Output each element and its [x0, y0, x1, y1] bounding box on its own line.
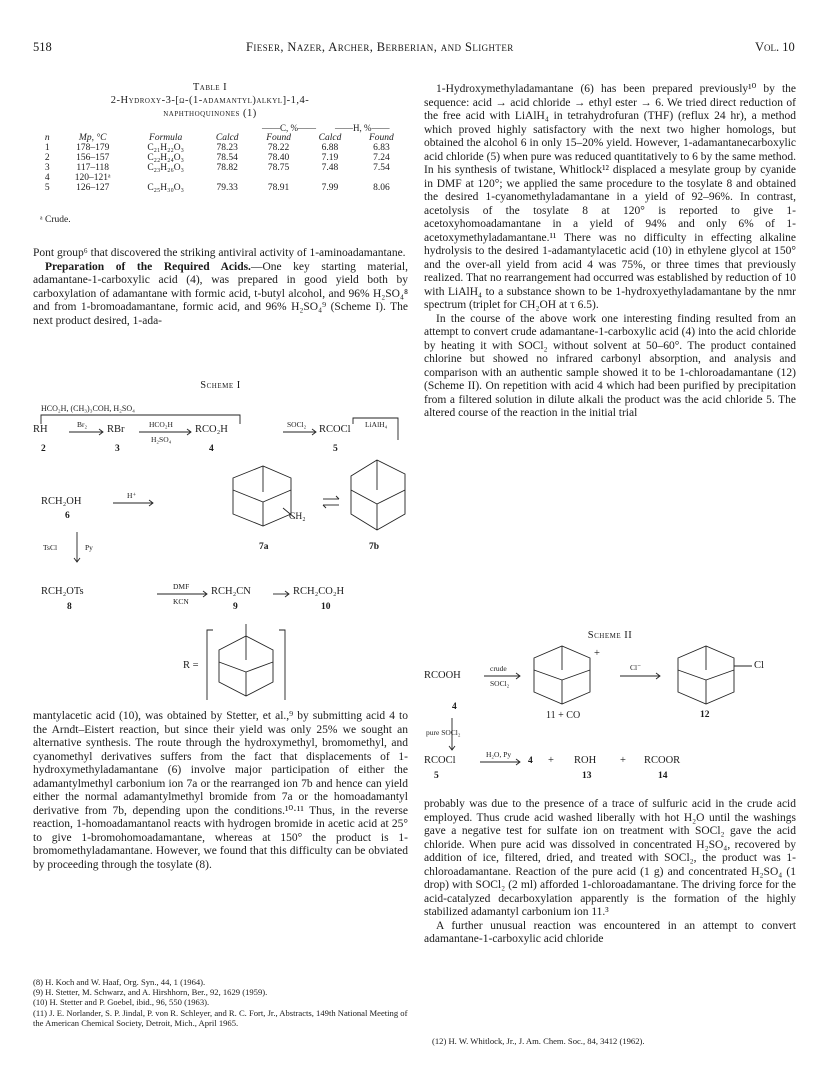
compound-13: 13 — [582, 771, 592, 781]
homoadamantane-7b-structure — [351, 460, 405, 530]
scheme-rch2cn: RCH₂CN — [211, 586, 251, 597]
adamantane-7a-structure — [233, 466, 295, 526]
scheme-rh: RH — [33, 424, 48, 435]
table-cell: 5 — [44, 183, 50, 193]
table-cell: 78.54 — [216, 153, 238, 163]
table-group-c: ——C, %—— — [262, 123, 316, 133]
scheme-hplus: H⁺ — [127, 491, 137, 500]
paragraph: 1-Hydroxymethyladamantane (6) has been prepared previously¹⁰ by the sequence: acid → acid chloride → ethyl ester → 6. We tried direct reduction of the free acid with LiAlH₄ in tetrahydrofuran (THF) (reflux 24 hr), a method which proved highly satisfactory with the next two higher homologs, but obtained the alcohol 6 in only 15–20% yield. However, 1-adamantanecarboxylic acid chloride (5) when pure was reduced quantitatively to 6 by the same method. In his synthesis of twistane, Whitlock¹² displaced a mesylate group by cyanide in DMF at 120°; we applied the same procedure to the tosylate 8 and obtained the desired 1-cyanomethyladamantane in a yield of 92–96%. In contrast, acetolysis of the tosylate 8 at 120° is reported to give 1-acetoxyhomoadamantane in a yield of 94% and only 6% of 1-acetoxymethyladamantane.¹¹ There was no difficulty in effecting alkaline hydrolysis to the desired 1-adamantylacetic acid (10) in ethylene glycol at 150° and the over-all yield from acid 4 was 75%, or three times that previously realized. That no rearrangement had occurred was established by reduction of 10 with LiAlH₄ to a substance shown to be 1-hydroxyethyladamantane by the nmr spectrum (triplet for CH₂OH at τ 6.5). — [424, 83, 796, 311]
footnote-8: (8) H. Koch and W. Haaf, Org. Syn., 44, 1 (1964). — [33, 977, 206, 987]
left-column-top — [33, 247, 408, 328]
table-cell: 6.83 — [373, 143, 390, 153]
scheme-rcocl: RCOCl — [319, 424, 351, 435]
table-cell: C₂₃H₂₆O₃ — [147, 163, 184, 173]
scheme2-socl2: SOCl₂ — [490, 679, 510, 688]
table-title: Table I — [192, 82, 228, 93]
table-header-cell: n — [44, 133, 50, 143]
compound-3: 3 — [115, 444, 120, 454]
scheme-title: Scheme II — [587, 630, 633, 641]
table-row — [38, 163, 408, 173]
table-cell — [202, 173, 252, 183]
scheme2-crude: crude — [490, 664, 507, 673]
table-cell: 78.22 — [267, 143, 290, 153]
table-cell — [129, 173, 203, 183]
table-cell: 4 — [44, 173, 50, 183]
table-cell: 7.19 — [321, 153, 339, 163]
compound-4: 4 — [452, 702, 457, 712]
section-heading: Preparation of the Required Acids. — [45, 260, 251, 273]
table-header-cell: Calcd — [318, 133, 342, 143]
table-header-cell: Calcd — [215, 133, 239, 143]
scheme2-cl-minus: Cl⁻ — [630, 663, 642, 672]
scheme-lialh4: LiAlH₄ — [365, 420, 388, 429]
compound-5: 5 — [333, 444, 338, 454]
compound-11-co: 11 + CO — [546, 710, 581, 721]
table-cell: C₂₅H₃₀O₃ — [147, 183, 184, 193]
table-cell: 78.82 — [216, 163, 238, 173]
scheme2-rcocl: RCOCl — [424, 755, 456, 766]
scheme2-roh: ROH — [574, 755, 597, 766]
compound-7b: 7b — [369, 542, 380, 552]
table-cell: 8.06 — [373, 183, 390, 193]
top-reagent: HCO₂H, (CH₃)₃COH, H₂SO₄ — [41, 404, 135, 413]
compound-9: 9 — [233, 602, 238, 612]
paragraph: A further unusual reaction was encountered in an attempt to convert adamantane-1-carboxylic acid chloride — [424, 919, 796, 945]
table-header-cell: Formula — [149, 133, 183, 143]
page-number: 518 — [33, 40, 52, 54]
compound-6: 6 — [65, 511, 70, 521]
scheme-dmf: DMF — [173, 582, 190, 591]
scheme-rch2ots: RCH₂OTs — [41, 586, 84, 597]
right-column-top — [424, 83, 796, 421]
table-cell: 7.99 — [321, 183, 339, 193]
adamantyl-cation-structure — [534, 646, 590, 704]
scheme-hco2h: HCO₂H — [149, 420, 173, 429]
table-cell: 78.75 — [267, 163, 290, 173]
table-row — [38, 153, 408, 163]
compound-2: 2 — [41, 444, 46, 454]
compound-7a: 7a — [259, 542, 269, 552]
table-cell: 120–121ᵃ — [74, 173, 111, 183]
table-cell: 126–127 — [76, 183, 110, 193]
scheme2-cl: Cl — [754, 660, 764, 671]
scheme-2 — [424, 630, 796, 800]
scheme2-pure-socl2: pure SOCl₂ — [426, 728, 461, 737]
scheme-socl2: SOCl₂ — [287, 420, 307, 429]
scheme-tscl: TsCl — [43, 543, 58, 552]
footnote-12: (12) H. W. Whitlock, Jr., J. Am. Chem. Soc., 84, 3412 (1962). — [432, 1036, 645, 1046]
compound-14: 14 — [658, 771, 668, 781]
table-cell: 79.33 — [216, 183, 238, 193]
left-column-bottom — [33, 710, 408, 872]
adamantane-r-structure — [219, 624, 273, 696]
table-subtitle-1: 2-Hydroxy-3-[ω-(1-adamantyl)alkyl]-1,4- — [110, 95, 310, 106]
table-cell: 6.88 — [321, 143, 339, 153]
table-header-row — [38, 133, 408, 143]
scheme-br2: Br₂ — [77, 420, 88, 429]
scheme-ch2: CH₂ — [289, 512, 306, 522]
paragraph-preparation — [33, 261, 408, 329]
paragraph: In the course of the above work one interesting finding resulted from an attempt to convert crude adamantane-1-carboxylic acid (4) into the acid chloride by heating it with SOCl₂ without solvent at 50–60°. The product contained chlorine but showed no infrared carbonyl absorption, and analysis and comparison with an authentic sample showed it to be 1-chloroadamantane (12) (Scheme II). On repetition with acid 4 which had been purified by precipitation from a filtered solution in dilute alkali the product was the acid chloride 5. The altered course of the reaction in the initial trial — [424, 312, 796, 419]
table-row — [38, 143, 408, 153]
right-column-bottom — [424, 798, 796, 947]
scheme-kcn: KCN — [173, 597, 189, 606]
table-header-cell: Found — [368, 133, 394, 143]
footnote-9: (9) H. Stetter, M. Schwarz, and A. Hirshhorn, Ber., 92, 1629 (1959). — [33, 987, 268, 998]
table-cell: 78.40 — [267, 153, 290, 163]
table-cell: 156–157 — [76, 153, 110, 163]
compound-10: 10 — [321, 602, 331, 612]
table-cell: 78.23 — [216, 143, 238, 153]
scheme-title: Scheme I — [200, 380, 241, 391]
compound-5: 5 — [434, 771, 439, 781]
compound-12: 12 — [700, 710, 710, 720]
table-cell: 7.48 — [321, 163, 339, 173]
scheme-py: Py — [85, 543, 93, 552]
table-footnote: ᵃ Crude. — [40, 215, 71, 225]
table-cell — [305, 173, 355, 183]
table-row — [38, 183, 408, 193]
table-cell: 7.54 — [373, 163, 390, 173]
scheme2-rcoor: RCOOR — [644, 755, 681, 766]
scheme-rch2oh: RCH₂OH — [41, 496, 82, 507]
table-group-h: ——H, %—— — [335, 123, 390, 133]
scheme-2-lines — [424, 630, 796, 800]
table-cell: C₂₁H₂₂O₃ — [147, 143, 184, 153]
scheme-r-equals: R = — [183, 660, 199, 671]
table-header-cell: Found — [266, 133, 291, 143]
scheme2-plus2: + — [548, 755, 554, 766]
table-row — [38, 173, 408, 183]
data-table — [38, 133, 408, 193]
table-cell: 78.91 — [267, 183, 290, 193]
footnotes-left — [33, 977, 408, 1028]
table-cell — [252, 173, 305, 183]
scheme-rbr: RBr — [107, 424, 125, 435]
scheme2-plus3: + — [620, 755, 626, 766]
paragraph: probably was due to the presence of a trace of sulfuric acid in the crude acid employed. Thus crude acid washed liberally with hot H₂O until the washings gave a negative test for sulfate ion on treatment with SOCl₂ gave the acid chloride. When pure acid was dissolved in concentrated H₂SO₄, recovered by addition of ice, filtered, dried, and treated with SOCl₂, the product was 1-chloroadamantane. Reaction of the pure acid (1 g) and concentrated H₂SO₄ (1 drop) with SOCl₂ (2 ml) afforded 1-chloroadamantane. The driving force for the acid-catalyzed decarboxylation apparently is the formation of the highly stabilized adamantyl carbonium ion 11.³ — [424, 798, 796, 918]
table-cell: 178–179 — [76, 143, 110, 153]
running-authors: Fieser, Nazer, Archer, Berberian, and Slighter — [246, 40, 514, 54]
table-header-cell: Mp, °C — [78, 133, 107, 143]
table-cell: 117–118 — [76, 163, 109, 173]
table-cell — [355, 173, 408, 183]
scheme-rch2co2h: RCH₂CO₂H — [293, 586, 345, 597]
scheme-1 — [33, 380, 408, 700]
scheme2-h2o-py: H₂O, Py — [486, 750, 512, 759]
table-cell: 2 — [44, 153, 50, 163]
table-cell: 1 — [44, 143, 50, 153]
table-cell: C₂₂H₂₄O₃ — [147, 153, 184, 163]
footnote-11: (11) J. E. Norlander, S. P. Jindal, P. von R. Schleyer, and R. C. Fort, Jr., Abstracts, 149th National Meeting of the American Chemical Society, Detroit, Mich., April 1965. — [33, 1007, 408, 1028]
footnote-10: (10) H. Stetter and P. Goebel, ibid., 96, 550 (1963). — [33, 997, 210, 1008]
scheme2-rcooh: RCOOH — [424, 670, 461, 681]
table-subtitle-2: naphthoquinones (1) — [163, 108, 257, 119]
scheme2-plus-charge: + — [594, 648, 600, 659]
scheme-h2so4: H₂SO₄ — [151, 435, 172, 444]
compound-8: 8 — [67, 602, 72, 612]
volume-label: Vol. 10 — [755, 40, 795, 54]
table-cell: 7.24 — [373, 153, 390, 163]
scheme-rco2h: RCO₂H — [195, 424, 228, 435]
table-cell: 3 — [44, 163, 50, 173]
paragraph-text: —One key starting material, adamantane-1-carboxylic acid (4), was prepared in good yield both by carboxylation of adamantane with formic acid, t-butyl alcohol, and 96% H₂SO₄⁸ and from 1-bromoadamantane, formic acid, and 96% H₂SO₄⁹ (Scheme I). The next product desired, 1-ada- — [33, 260, 408, 327]
paragraph: mantylacetic acid (10), was obtained by Stetter, et al.,⁹ by submitting acid 4 to the Arndt–Eistert reaction, but since their yield was only 25% we sought an alternative synthesis. The route through the hydroxymethyl, bromomethyl, and cyanomethyl derivatives suffers from the fact that displacements of 1-hydroxymethyladamantane (6) involve major participation of either the adamantylmethyl carbonium ion 7a or the rearranged ion 7b and hence can yield either the normal adamantylmethyl bromide from 7a or the homoadamantyl derivative from 7b, depending upon the conditions.¹⁰·¹¹ Thus, in the reverse reaction, 1-homoadamantanol reacts with hydrogen bromide in acetic acid at 25° to give 1-bromohomoadamantane, whereas at 150° the product is 1-bromomethyladamantane. However, we found that this difficulty can be obviated by proceeding through the tosylate (8). — [33, 710, 408, 871]
paragraph: Pont group⁶ that discovered the striking antiviral activity of 1-aminoadamantane. — [33, 247, 406, 259]
compound-4: 4 — [209, 444, 214, 454]
compound-4b: 4 — [528, 756, 533, 766]
chloroadamantane-structure — [678, 646, 752, 704]
